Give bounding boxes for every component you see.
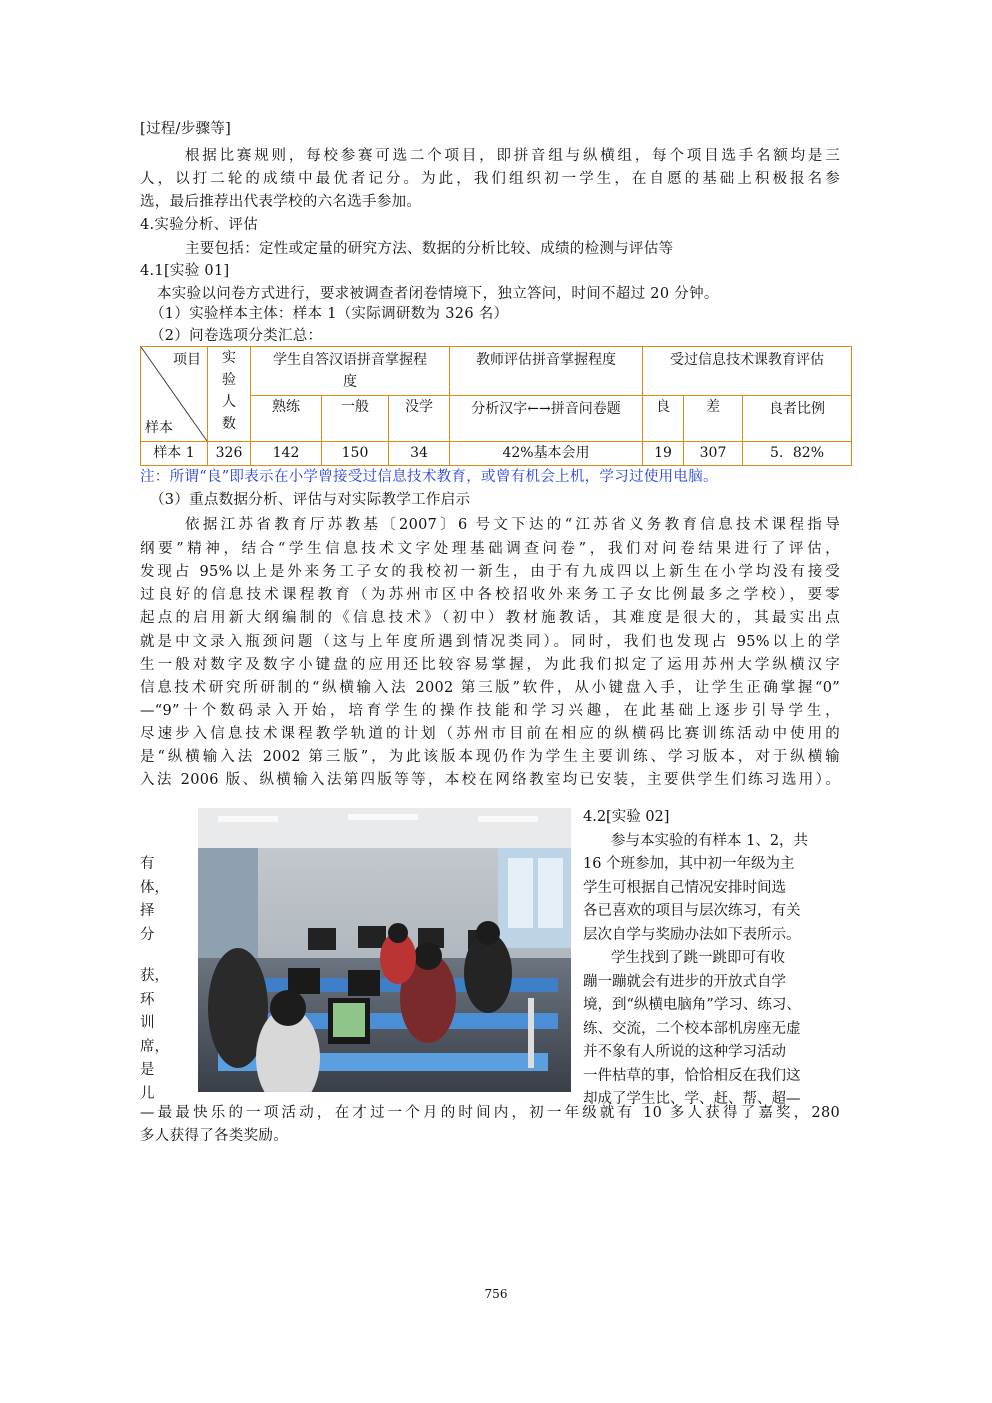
wrap-fragment: 是 — [140, 1062, 155, 1078]
paragraph-line: （1）实验样本主体：样本 1（实际调研数为 326 名） — [150, 306, 509, 322]
section-label: [过程/步骤等] — [140, 121, 232, 137]
wrap-line: 16 个班参加，其中初一年级为主 — [583, 856, 795, 872]
sub-header: 分析汉字←→拼音问卷题 — [450, 396, 643, 442]
header-char: 实 — [222, 350, 236, 366]
corner-bottom-label: 样本 — [145, 420, 173, 436]
paragraph-line: —“9”十个数码录入开始，培育学生的操作技能和学习兴趣，在此基础上逐步引导学生， — [140, 703, 840, 719]
paragraph-line: 纲要”精神，结合“学生信息技术文字处理基础调查问卷”，我们对问卷结果进行了评估， — [140, 541, 840, 557]
paragraph-line: 多人获得了各类奖励。 — [140, 1128, 288, 1144]
page-number: 756 — [484, 1287, 508, 1301]
subsection-heading: 4.1[实验 01] — [140, 263, 230, 279]
table-cell: 19 — [643, 442, 684, 466]
paragraph-line: 生一般对数字及数字小键盘的应用还比较容易掌握，为此我们拟定了运用苏州大学纵横汉字 — [140, 657, 840, 673]
paragraph-line: 就是中文录入瓶颈问题（这与上年度所遇到情况类同）。同时，我们也发现占 95%以上的学 — [140, 634, 840, 650]
wrap-line: 学生可根据自己情况安排时间选 — [583, 879, 786, 896]
wrap-line: 练、交流，二个校本部机房座无虚 — [583, 1020, 801, 1037]
survey-table — [140, 346, 852, 466]
wrap-line: 学生找到了跳一跳即可有收 — [611, 950, 785, 966]
paragraph-line: 信息技术研究所研制的“纵横输入法 2002 第三版”软件，从小键盘入手，让学生正确掌握“0” — [140, 680, 840, 696]
group-header-it: 受过信息技术课教育评估 — [643, 347, 852, 396]
sub-header: 良者比例 — [743, 396, 852, 442]
sub-header: 熟练 — [251, 396, 322, 442]
classroom-photo — [198, 808, 571, 1092]
paragraph-line: 主要包括：定性或定量的研究方法、数据的分析比较、成绩的检测与评估等 — [185, 241, 674, 257]
sub-header: 一般 — [322, 396, 389, 442]
wrap-fragment: 获， — [140, 968, 169, 984]
sub-header: 没学 — [389, 396, 450, 442]
sub-header: 差 — [684, 396, 743, 442]
wrap-fragment: 席， — [140, 1038, 169, 1055]
table-cell: 样本 1 — [141, 442, 208, 466]
wrap-fragment: 择 — [140, 903, 155, 919]
table-cell: 142 — [251, 442, 322, 466]
wrap-fragment: 环 — [140, 991, 155, 1008]
header-char: 数 — [222, 416, 236, 432]
wrap-line: 层次自学与奖励办法如下表所示。 — [583, 926, 801, 943]
subsection-heading: （3）重点数据分析、评估与对实际教学工作启示 — [150, 492, 471, 508]
wrap-line: 境，到“纵横电脑角”学习、练习、 — [583, 997, 801, 1013]
table-cell: 42%基本会用 — [450, 442, 643, 466]
corner-top-label: 项目 — [173, 352, 201, 368]
table-note: 注：所谓“良”即表示在小学曾接受过信息技术教育，或曾有机会上机，学习过使用电脑。 — [140, 469, 718, 485]
paragraph-line: 过良好的信息技术课程教育（为苏州市区中各校招收外来务工子女比例最多之学校），要零 — [140, 587, 840, 603]
paragraph-line: 根据比赛规则，每校参赛可选二个项目，即拼音组与纵横组，每个项目选手名额均是三 — [185, 148, 840, 164]
paragraph-line: 是“纵横输入法 2002 第三版”，为此该版本现仍作为学生主要训练、学习版本，对于纵横输 — [140, 749, 840, 765]
count-header-cell — [208, 347, 251, 442]
wrap-fragment: 体， — [140, 879, 169, 896]
wrap-line: 一件枯草的事，恰恰相反在我们这 — [583, 1067, 801, 1084]
paragraph-line: 依据江苏省教育厅苏教基〔2007〕6 号文下达的“江苏省义务教育信息技术课程指导 — [185, 517, 840, 533]
wrap-line: 参与本实验的有样本 1、2，共 — [611, 832, 809, 849]
sub-header: 良 — [643, 396, 684, 442]
table-cell: 150 — [322, 442, 389, 466]
table-cell: 5．82% — [743, 442, 852, 466]
paragraph-line: 入法 2006 版、纵横输入法第四版等等，本校在网络教室均已安装，主要供学生们练习选用）。 — [140, 772, 840, 788]
group-header-student: 学生自答汉语拼音掌握程度 — [251, 347, 450, 396]
table-cell: 34 — [389, 442, 450, 466]
header-char: 验 — [222, 372, 236, 388]
wrap-line: 并不象有人所说的这种学习活动 — [583, 1044, 786, 1060]
paragraph-line: 发现占 95%以上是外来务工子女的我校初一新生，由于有九成四以上新生在小学均没有接受 — [140, 564, 840, 580]
group-header-teacher: 教师评估拼音掌握程度 — [450, 347, 643, 396]
paragraph-line: 选，最后推荐出代表学校的六名选手参加。 — [140, 194, 422, 210]
paragraph-line: —最最快乐的一项活动，在才过一个月的时间内，初一年级就有 10 多人获得了嘉奖，280 — [140, 1105, 840, 1121]
wrap-line: 却成了学生比、学、赶、帮、超— — [583, 1091, 801, 1107]
subsection-heading: 4.2[实验 02] — [583, 809, 670, 825]
table-cell: 326 — [208, 442, 251, 466]
wrap-fragment: 儿 — [140, 1085, 155, 1102]
section-heading: 4.实验分析、评估 — [140, 217, 259, 233]
table-cell: 307 — [684, 442, 743, 466]
wrap-line: 各已喜欢的项目与层次练习，有关 — [583, 903, 801, 919]
wrap-fragment: 有 — [140, 856, 155, 872]
wrap-line: 蹦一蹦就会有进步的开放式自学 — [583, 973, 786, 990]
header-char: 人 — [222, 394, 236, 410]
wrap-fragment: 分 — [140, 926, 155, 943]
table-corner-cell — [141, 347, 208, 442]
paragraph-line: 本实验以问卷方式进行，要求被调查者闭卷情境下，独立答问，时间不超过 20 分钟。 — [157, 286, 719, 302]
paragraph-line: 人，以打二轮的成绩中最优者记分。为此，我们组织初一学生，在自愿的基础上积极报名参 — [140, 171, 840, 187]
paragraph-line: （2）问卷选项分类汇总： — [150, 328, 323, 344]
paragraph-line: 起点的启用新大纲编制的《信息技术》（初中）教材施教话，其难度是很大的，其最实出点 — [140, 610, 840, 626]
wrapped-right-column — [583, 806, 841, 1112]
paragraph-line: 尽速步入信息技术课程教学轨道的计划（苏州市目前在相应的纵横码比赛训练活动中使用的 — [140, 726, 840, 742]
wrapped-left-column — [140, 853, 180, 1106]
wrap-fragment: 训 — [140, 1015, 155, 1031]
